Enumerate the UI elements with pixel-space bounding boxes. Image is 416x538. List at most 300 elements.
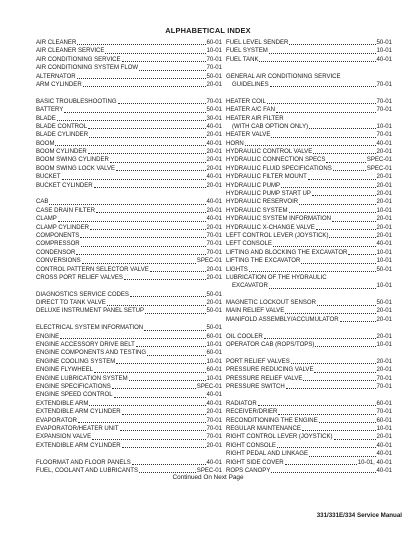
index-entry	[226, 249, 392, 257]
entry-page-number: 10-01	[376, 425, 392, 432]
dot-leader	[285, 312, 375, 314]
entry-label: OPERATOR CAB (ROPS/TOPS)	[226, 342, 315, 349]
index-entry	[226, 140, 392, 148]
entry-label: LEFT CONSOLE	[226, 241, 272, 248]
entry-label: CONTROL PATTERN SELECTOR VALVE	[36, 266, 149, 273]
entry-page-number: 60-01	[206, 350, 222, 357]
dot-leader	[269, 287, 376, 289]
entry-page-number: 20-01	[206, 157, 222, 164]
entry-page-number: 50-01	[206, 325, 222, 332]
dot-leader	[326, 161, 365, 163]
entry-page-number: 50-01	[376, 39, 392, 46]
dot-leader	[130, 295, 206, 297]
entry-label: HEATER COIL	[226, 98, 266, 105]
dot-leader	[94, 371, 206, 373]
entry-spacer	[36, 190, 222, 198]
entry-label: CROSS PORT RELIEF VALVES	[36, 274, 123, 281]
index-entry	[36, 81, 222, 89]
dot-leader	[269, 52, 376, 54]
dot-leader	[129, 379, 206, 381]
entry-page-number: 10-01	[376, 48, 392, 55]
dot-leader	[340, 320, 376, 322]
dot-leader	[270, 85, 376, 87]
entry-label: PRESSURE RELIEF VALVE	[226, 375, 303, 382]
index-entry	[226, 73, 392, 81]
dot-leader	[88, 152, 206, 154]
dot-leader	[285, 463, 357, 465]
entry-label: AIR CLEANER SERVICE	[36, 48, 105, 55]
index-entry	[226, 442, 392, 450]
entry-label: PRESSURE REDUCING VALVE	[226, 367, 314, 374]
entry-page-number: 10-01	[206, 48, 222, 55]
entry-page-number: 40-01	[376, 241, 392, 248]
index-entry	[36, 173, 222, 181]
dot-leader	[281, 186, 375, 188]
entry-spacer	[226, 391, 392, 399]
entry-label: HYDRAULIC SYSTEM	[226, 207, 288, 214]
entry-label: EXCAVATOR	[232, 283, 268, 290]
index-entry	[36, 425, 222, 433]
entry-page-number: 70-01	[376, 409, 392, 416]
entry-page-number: 70-01	[206, 241, 222, 248]
dot-leader	[150, 270, 206, 272]
entry-page-number: 10-01	[376, 123, 392, 130]
index-entry	[36, 165, 222, 173]
index-entry	[36, 56, 222, 64]
entry-page-number: 20-01	[376, 308, 392, 315]
entry-page-number: 20-01	[376, 232, 392, 239]
entry-spacer	[36, 316, 222, 324]
entry-page-number: 20-01	[206, 165, 222, 172]
entry-label: BOOM SWING CYLINDER	[36, 157, 109, 164]
entry-label: MAIN RELIEF VALVE	[226, 308, 285, 315]
dot-leader	[57, 119, 206, 121]
entry-label: ENGINE ACCESSORY DRIVE BELT	[36, 342, 135, 349]
dot-leader	[277, 446, 376, 448]
dot-leader	[122, 446, 206, 448]
entry-label: CAB	[36, 199, 49, 206]
index-entry	[226, 198, 392, 206]
entry-label: CONDENSOR	[36, 249, 76, 256]
index-entry	[36, 131, 222, 139]
entry-page-number: 70-01	[206, 434, 222, 441]
entry-page-number: 40-01	[206, 199, 222, 206]
entry-spacer	[226, 89, 392, 97]
entry-label: EXPANSION VALVE	[36, 434, 92, 441]
entry-label: FUEL SYSTEM	[226, 48, 268, 55]
entry-page-number: 20-01	[206, 224, 222, 231]
index-entry	[36, 224, 222, 232]
dot-leader	[124, 278, 206, 280]
entry-label: ENGINE	[36, 333, 60, 340]
dot-leader	[267, 102, 376, 104]
index-entry	[36, 366, 222, 374]
entry-label: HEATER VALVE	[226, 132, 271, 139]
dot-leader	[291, 362, 376, 364]
entry-page-number: 20-01	[206, 81, 222, 88]
dot-leader	[55, 144, 205, 146]
entry-page-number: 20-01	[376, 174, 392, 181]
index-entry	[226, 123, 392, 131]
index-entry	[226, 366, 392, 374]
entry-label: RIGHT CONSOLE	[226, 442, 276, 449]
entry-label: LUBRICATION OF THE HYDRAULIC	[226, 274, 327, 281]
entry-label: COMPRESSOR	[36, 241, 80, 248]
entry-page-number: SPEC-01	[196, 467, 222, 474]
index-entry	[226, 400, 392, 408]
entry-page-number: 20-01	[376, 358, 392, 365]
index-entry	[36, 442, 222, 450]
continued-note: Continued On Next Page	[172, 474, 244, 481]
entry-page-number: 40-01	[206, 174, 222, 181]
dot-leader	[313, 152, 375, 154]
entry-page-number: 40-01	[376, 467, 392, 474]
index-entry	[36, 274, 222, 282]
entry-page-number: 40-01	[376, 442, 392, 449]
entry-label: HEATER AIR FILTER	[226, 115, 284, 122]
entry-label: AIR CLEANER	[36, 39, 77, 46]
index-entry	[36, 140, 222, 148]
entry-spacer	[226, 291, 392, 299]
dot-leader	[83, 85, 206, 87]
index-entry	[36, 266, 222, 274]
entry-label: DIRECT TO TANK VALVE	[36, 300, 106, 307]
entry-label: (WITH CAB OPTION ONLY)	[232, 123, 309, 130]
index-entry	[226, 266, 392, 274]
entry-label: ELECTRICAL SYSTEM INFORMATION	[36, 325, 144, 332]
dot-leader	[289, 211, 376, 213]
index-entry	[36, 73, 222, 81]
entry-page-number: 30-01	[206, 115, 222, 122]
dot-leader	[96, 211, 206, 213]
entry-label: EVAPORATOR	[36, 417, 77, 424]
entry-label: GUIDELINES	[232, 81, 269, 88]
dot-leader	[122, 60, 206, 62]
index-column-right	[226, 39, 392, 475]
entry-page-number: 20-01	[376, 367, 392, 374]
index-entry	[226, 190, 392, 198]
entry-label: CASE DRAIN FILTER	[36, 207, 96, 214]
entry-page-number: 40-01	[376, 140, 392, 147]
entry-page-number: 20-01	[376, 149, 392, 156]
entry-page-number: 40-01	[206, 459, 222, 466]
dot-leader	[286, 387, 376, 389]
entry-label: HEATER A/C FAN	[226, 107, 275, 114]
dot-leader	[58, 220, 206, 222]
dot-leader	[118, 102, 206, 104]
entry-label: RADIATOR	[226, 400, 257, 407]
entry-page-number: 20-01	[376, 224, 392, 231]
index-entry	[226, 257, 392, 265]
entry-page-number: 20-01	[206, 274, 222, 281]
dot-leader	[145, 312, 205, 314]
index-entry	[36, 299, 222, 307]
entry-label: HYDRAULIC CONNECTION SPECS	[226, 157, 326, 164]
entry-page-number: 10-01	[376, 342, 392, 349]
entry-label: HYDRAULIC CONTROL VALVE	[226, 149, 313, 156]
entry-page-number: SPEC-01	[366, 165, 392, 172]
entry-page-number: 20-01	[376, 316, 392, 323]
dot-leader	[88, 127, 205, 129]
dot-leader	[112, 387, 196, 389]
index-entry	[226, 173, 392, 181]
dot-leader	[82, 262, 196, 264]
index-entry	[36, 182, 222, 190]
index-entry	[226, 131, 392, 139]
entry-label: ARM CYLINDER	[36, 81, 82, 88]
dot-leader	[259, 60, 375, 62]
dot-leader	[114, 396, 206, 398]
index-entry	[36, 39, 222, 47]
entry-label: FUEL LEVEL SENDER	[226, 39, 289, 46]
dot-leader	[317, 304, 376, 306]
entry-page-number: 50-01	[206, 107, 222, 114]
entry-label: FUEL TANK	[226, 56, 259, 63]
index-entry	[226, 333, 392, 341]
entry-label: EXTENDIBLE ARM	[36, 400, 89, 407]
dot-leader	[89, 404, 205, 406]
index-entry	[226, 156, 392, 164]
entry-page-number: 60-01	[376, 400, 392, 407]
index-entry	[226, 425, 392, 433]
index-entry	[36, 333, 222, 341]
entry-label: EXTENDIBLE ARM CYLINDER	[36, 442, 121, 449]
entry-page-number: 20-01	[206, 409, 222, 416]
entry-page-number: 20-01	[376, 191, 392, 198]
entry-page-number: 40-01	[376, 451, 392, 458]
entry-label: FUEL, COOLANT AND LUBRICANTS	[36, 467, 139, 474]
entry-label: RECONDITIONING THE ENGINE	[226, 417, 318, 424]
entry-page-number: 20-01	[206, 207, 222, 214]
index-entry	[226, 408, 392, 416]
entry-page-number: 70-01	[206, 425, 222, 432]
entry-page-number: 70-01	[376, 375, 392, 382]
entry-label: ENGINE LUBRICATION SYSTEM	[36, 375, 128, 382]
dot-leader	[77, 43, 205, 45]
entry-page-number: 20-01	[206, 182, 222, 189]
dot-leader	[264, 337, 376, 339]
dot-leader	[132, 463, 206, 465]
dot-leader	[110, 161, 206, 163]
entry-label: HYDRAULIC PUMP START UP	[226, 191, 311, 198]
entry-label: DIAGNOSTICS SERVICE CODES	[36, 291, 129, 298]
entry-label: BUCKET CYLINDER	[36, 182, 93, 189]
entry-spacer	[36, 282, 222, 290]
entry-label: ALTERNATOR	[36, 73, 76, 80]
entry-page-number: SPEC-01	[196, 258, 222, 265]
entry-label: ENGINE COOLING SYSTEM	[36, 358, 116, 365]
dot-leader	[139, 69, 205, 71]
index-entry	[36, 232, 222, 240]
entry-page-number: 10-01	[206, 375, 222, 382]
dot-leader	[76, 253, 205, 255]
entry-label: BOOM CYLINDER	[36, 149, 87, 156]
index-entry	[36, 156, 222, 164]
entry-page-number: 20-01	[206, 149, 222, 156]
index-entry	[36, 198, 222, 206]
entry-page-number: 60-01	[206, 39, 222, 46]
entry-page-number: 50-01	[206, 308, 222, 315]
index-entry	[36, 257, 222, 265]
index-entry	[226, 282, 392, 290]
dot-leader	[303, 379, 375, 381]
entry-label: MANIFOLD ASSEMBLY/ACCUMULATOR	[226, 316, 339, 323]
entry-label: ENGINE SPECIFICATIONS	[36, 384, 111, 390]
index-entry	[226, 417, 392, 425]
entry-page-number: 10-01	[376, 207, 392, 214]
entry-page-number: 20-01	[206, 266, 222, 273]
index-entry	[36, 391, 222, 399]
index-entry	[36, 375, 222, 383]
entry-label: HYDRAULIC SYSTEM INFORMATION	[226, 216, 332, 223]
entry-page-number: 40-01	[376, 56, 392, 63]
entry-label: ENGINE COMPONENTS AND TESTING	[36, 350, 147, 357]
entry-page-number: 20-01	[376, 199, 392, 206]
dot-leader	[271, 136, 375, 138]
entry-label: MAGNETIC LOCKOUT SENSOR	[226, 300, 316, 307]
dot-leader	[64, 111, 205, 113]
index-entry	[36, 123, 222, 131]
index-entry	[36, 106, 222, 114]
dot-leader	[116, 169, 205, 171]
index-entry	[36, 64, 222, 72]
entry-page-number: 50-01	[376, 266, 392, 273]
dot-leader	[116, 362, 205, 364]
entry-label: REGULAR MAINTENANCE	[226, 425, 301, 432]
index-entry	[36, 433, 222, 441]
entry-page-number: 40-01	[206, 216, 222, 223]
dot-leader	[315, 345, 375, 347]
index-entry	[36, 98, 222, 106]
entry-spacer	[226, 64, 392, 72]
entry-label: PRESSURE SWITCH	[226, 384, 285, 390]
entry-page-number: 70-01	[206, 417, 222, 424]
entry-page-number: 70-01	[206, 98, 222, 105]
dot-leader	[249, 270, 376, 272]
entry-label: RIGHT PEDAL AND LINKAGE	[226, 451, 308, 458]
index-entry	[36, 408, 222, 416]
index-entry	[226, 215, 392, 223]
index-entry	[226, 224, 392, 232]
dot-leader	[77, 77, 206, 79]
entry-label: PORT RELIEF VALVES	[226, 358, 290, 365]
dot-leader	[309, 455, 376, 457]
entry-page-number: SPEC-01	[366, 157, 392, 164]
index-entry	[36, 47, 222, 55]
entry-page-number: 70-01	[206, 232, 222, 239]
index-entry	[36, 383, 222, 391]
entry-page-number: 60-01	[206, 367, 222, 374]
index-entry	[226, 182, 392, 190]
entry-spacer	[226, 324, 392, 332]
entry-page-number: 60-01	[206, 333, 222, 340]
entry-label: CONVERSIONS	[36, 258, 81, 265]
dot-leader	[312, 194, 376, 196]
index-entry	[36, 358, 222, 366]
dot-leader	[139, 471, 196, 473]
dot-leader	[144, 329, 205, 331]
entry-page-number: 40-01	[206, 123, 222, 130]
entry-label: OIL COOLER	[226, 333, 263, 340]
index-entry	[36, 308, 222, 316]
dot-leader	[89, 136, 205, 138]
entry-label: HYDRAULIC RESERVOIR	[226, 199, 299, 206]
dot-leader	[271, 471, 375, 473]
manual-title: 331/331E/334 Service Manual	[316, 512, 402, 519]
index-entry	[36, 400, 222, 408]
dot-leader	[308, 178, 376, 180]
dot-leader	[90, 228, 206, 230]
dot-leader	[316, 228, 376, 230]
entry-label: LEFT CONTROL LEVER (JOYSTICK)	[226, 232, 329, 239]
index-entry	[36, 417, 222, 425]
index-entry	[226, 148, 392, 156]
dot-leader	[78, 421, 206, 423]
entry-page-number: 20-01	[206, 442, 222, 449]
index-entry	[226, 232, 392, 240]
index-entry	[226, 207, 392, 215]
dot-leader	[136, 345, 206, 347]
entry-page-number: 10-01	[206, 358, 222, 365]
index-entry	[226, 81, 392, 89]
entry-label: RECEIVER/DRIER	[226, 409, 278, 416]
index-entry	[36, 215, 222, 223]
index-entry	[36, 115, 222, 123]
dot-leader	[245, 144, 376, 146]
dot-leader	[348, 253, 375, 255]
index-entry	[226, 459, 392, 467]
entry-page-number: 20-01	[376, 216, 392, 223]
entry-page-number: 70-01	[206, 249, 222, 256]
dot-leader	[333, 169, 366, 171]
dot-leader	[105, 52, 205, 54]
index-entry	[226, 299, 392, 307]
entry-page-number: 10-01	[376, 283, 392, 290]
dot-leader	[94, 186, 206, 188]
entry-label: ENGINE FLYWHEEL	[36, 367, 94, 374]
index-entry	[226, 39, 392, 47]
index-entry	[36, 249, 222, 257]
index-entry	[36, 291, 222, 299]
dot-leader	[49, 203, 205, 205]
entry-label: COMPONENTS	[36, 232, 80, 239]
entry-page-number: 20-01	[376, 333, 392, 340]
index-column-left	[36, 39, 222, 475]
entry-label: BATTERY	[36, 107, 64, 114]
index-entry	[36, 324, 222, 332]
entry-page-number: 70-01	[376, 107, 392, 114]
index-entry	[226, 383, 392, 391]
index-entry	[226, 274, 392, 282]
dot-leader	[302, 429, 376, 431]
dot-leader	[258, 404, 376, 406]
index-entry	[226, 98, 392, 106]
entry-page-number: 40-01	[206, 400, 222, 407]
entry-page-number: 50-01	[376, 300, 392, 307]
index-entry	[226, 450, 392, 458]
index-entry	[226, 375, 392, 383]
dot-leader	[60, 337, 205, 339]
dot-leader	[122, 413, 206, 415]
entry-label: HORN	[226, 140, 244, 147]
dot-leader	[332, 220, 375, 222]
index-entry	[226, 341, 392, 349]
entry-label: BASIC TROUBLESHOOTING	[36, 98, 117, 105]
dot-leader	[334, 438, 376, 440]
entry-page-number: 10-01	[376, 249, 392, 256]
entry-page-number: SPEC-01	[196, 384, 222, 390]
entry-label: DELUXE INSTRUMENT PANEL SETUP	[36, 308, 145, 315]
